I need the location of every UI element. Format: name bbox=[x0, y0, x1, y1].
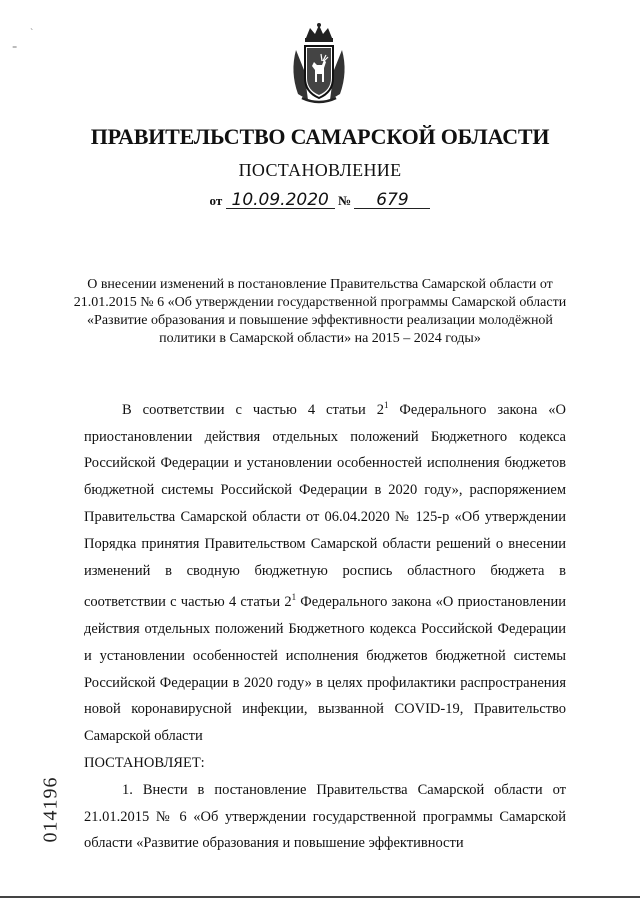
side-serial-number bbox=[36, 760, 66, 860]
preamble-text-1: В соответствии с частью 4 статьи 2 bbox=[122, 401, 384, 418]
bottom-border bbox=[0, 896, 640, 898]
decree-number: 679 bbox=[354, 192, 430, 209]
paragraph-preamble bbox=[84, 392, 566, 750]
serial-number-text: 014196 bbox=[39, 776, 62, 843]
superscript: 1 bbox=[383, 400, 389, 410]
number-prefix: № bbox=[338, 193, 352, 208]
date-prefix: от bbox=[209, 193, 223, 208]
decree-word: ПОСТАНОВЛЯЕТ: bbox=[84, 755, 205, 772]
scan-mark: ˋ bbox=[30, 28, 34, 39]
superscript: 1 bbox=[291, 592, 297, 603]
decree-body bbox=[84, 392, 566, 857]
government-title: ПРАВИТЕЛЬСТВО САМАРСКОЙ ОБЛАСТИ bbox=[90, 124, 550, 149]
decree-subject: О внесении изменений в постановление Правительства Самарской области от 21.01.2015 № 6 «Об утверждении государственной программы Самарской области «Развитие образования и повышение эффективности реализации молодёжной политики в Самарской области» на 2015 – 2024 годы» bbox=[73, 277, 567, 346]
decree-date: 10.09.2020 bbox=[226, 192, 335, 209]
scan-mark: ⁼ bbox=[12, 44, 18, 55]
samara-coat-of-arms-icon bbox=[288, 22, 350, 104]
preamble-text-2: Федерального закона «О приостановлении действия отдельных положений Бюджетного кодекса Российской Федерации и установлении особенностей исполнения бюджетов бюджетной системы Российской Федерации в 2020 году», распоряжением Правительства Самарской области от 06.04.2020 № 125-р «Об утверждении Порядка принятия Правительством Самарской области решений о внесении изменений в сводную бюджетную роспись областного бюджета в соответствии с частью 4 статьи 2 bbox=[84, 401, 566, 611]
decree-date-number bbox=[0, 192, 640, 209]
paragraph-item-1: 1. Внести в постановление Правительства Самарской области от 21.01.2015 № 6 «Об утверждении государственной программы Самарской области «Развитие образования и повышение эффективности bbox=[84, 781, 566, 852]
preamble-text-3: Федерального закона «О приостановлении действия отдельных положений Бюджетного кодекса Российской Федерации и установлении особенностей исполнения бюджетов бюджетной системы Российской Федерации в 2020 году» в целях профилактики распространения новой коронавирусной инфекции, вызванной COVID-19, Правительство Самарской области bbox=[84, 594, 566, 745]
document-type: ПОСТАНОВЛЕНИЕ bbox=[238, 160, 402, 180]
